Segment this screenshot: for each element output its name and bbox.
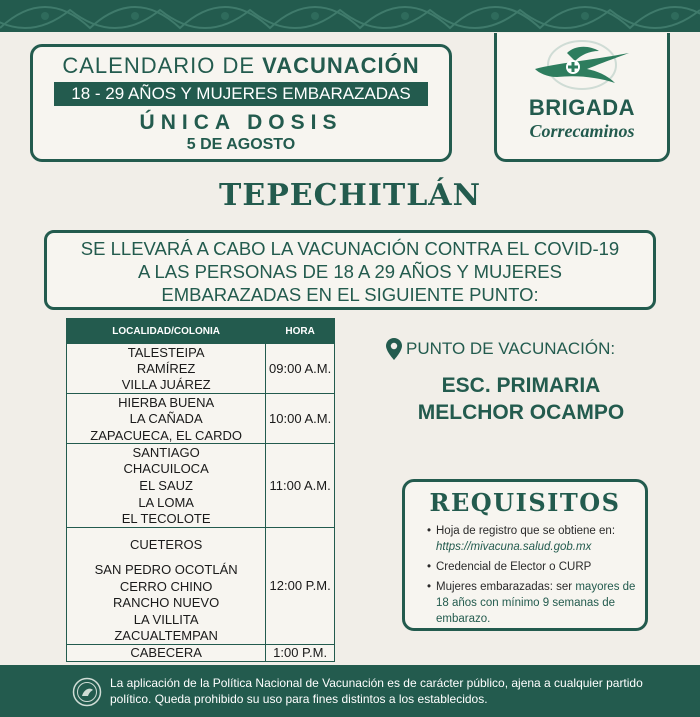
locality-cell: CERRO CHINO: [67, 578, 266, 595]
locality-cell: RAMÍREZ: [67, 360, 266, 377]
hour-cell: 11:00 A.M.: [266, 444, 335, 527]
locality-cell: LA LOMA: [67, 494, 266, 511]
table-row: [67, 394, 335, 411]
table-row: [67, 645, 335, 662]
locality-cell: ZAPACUECA, EL CARDO: [67, 427, 266, 444]
table-row: [67, 344, 335, 361]
calendar-title-plain: CALENDARIO DE: [62, 53, 263, 78]
requirement-text: Mujeres embarazadas: ser: [436, 581, 576, 593]
map-pin-icon: [386, 338, 402, 360]
requirements-title: REQUISITOS: [429, 488, 621, 517]
requirement-text: Hoja de registro que se obtiene en:: [436, 525, 616, 537]
locality-cell: CUETEROS: [67, 527, 266, 561]
calendar-header-box: [30, 44, 452, 162]
vaccination-point-label-row: [386, 338, 676, 360]
vaccination-point-name: [366, 372, 676, 426]
calendar-title-bold: VACUNACIÓN: [262, 53, 420, 78]
top-decorative-band: [0, 0, 700, 32]
announcement-line: EMBARAZADAS EN EL SIGUIENTE PUNTO:: [161, 284, 539, 305]
locality-cell: CABECERA: [67, 645, 266, 662]
locality-cell: EL SAUZ: [67, 477, 266, 494]
column-header-locality: LOCALIDAD/COLONIA: [67, 319, 266, 344]
hour-cell: 1:00 P.M.: [266, 645, 335, 662]
vaccination-point: [386, 338, 676, 426]
registration-link[interactable]: https://mivacuna.salud.gob.mx: [436, 541, 592, 553]
hour-cell: 12:00 P.M.: [266, 527, 335, 644]
dose-label: ÚNICA DOSIS: [139, 111, 343, 134]
locality-cell: EL TECOLOTE: [67, 510, 266, 527]
requirements-box: [402, 479, 648, 631]
brigada-subname: Correcaminos: [529, 121, 635, 141]
locality-cell: CHACUILOCA: [67, 460, 266, 477]
announcement-box: [44, 230, 656, 310]
vaccination-point-name-line1: ESC. PRIMARIA: [441, 374, 601, 397]
locality-cell: LA CAÑADA: [67, 410, 266, 427]
table-header-row: [67, 319, 335, 344]
calendar-subtitle: 18 - 29 AÑOS Y MUJERES EMBARAZADAS: [54, 82, 428, 106]
table-row: [67, 527, 335, 561]
vaccination-date: 5 DE AGOSTO: [186, 136, 296, 153]
list-item: [427, 579, 645, 627]
brigada-name: BRIGADA: [528, 95, 636, 120]
list-item: [427, 559, 645, 575]
locality-cell: SANTIAGO: [67, 444, 266, 461]
calendar-title: [33, 53, 449, 79]
mexico-seal-icon: [72, 677, 102, 711]
locality-cell: TALESTEIPA: [67, 344, 266, 361]
requirement-text: Credencial de Elector o CURP: [436, 561, 592, 573]
hour-cell: 10:00 A.M.: [266, 394, 335, 444]
locality-cell: HIERBA BUENA: [67, 394, 266, 411]
footer-bar: [0, 665, 700, 717]
schedule-table: [66, 318, 335, 662]
footer-disclaimer: La aplicación de la Política Nacional de Vacunación es de carácter público, ajena a cualquier partido político. Queda prohibido su uso para fines distintos a los establecidos.: [110, 676, 643, 706]
locality-cell: ZACUALTEMPAN: [67, 628, 266, 645]
vaccination-point-name-line2: MELCHOR OCAMPO: [417, 401, 625, 424]
locality-cell: LA VILLITA: [67, 611, 266, 628]
requirement-highlight: mayores de 18 años con mínimo 9 semanas de embarazo.: [436, 581, 636, 625]
announcement-line: SE LLEVARÁ A CABO LA VACUNACIÓN CONTRA EL COVID-19: [80, 238, 620, 259]
locality-cell: SAN PEDRO OCOTLÁN: [67, 561, 266, 578]
hour-cell: 09:00 A.M.: [266, 344, 335, 394]
list-item: [427, 523, 645, 555]
municipality-title: TEPECHITLÁN: [219, 178, 481, 213]
column-header-hour: HORA: [266, 319, 335, 344]
brigada-logo-box: [494, 33, 670, 162]
locality-cell: VILLA JUÁREZ: [67, 377, 266, 394]
locality-cell: RANCHO NUEVO: [67, 594, 266, 611]
vaccination-point-label: PUNTO DE VACUNACIÓN:: [406, 339, 616, 358]
roadrunner-logo-icon: [497, 39, 667, 95]
ornament-pattern-icon: [0, 0, 700, 32]
announcement-line: A LAS PERSONAS DE 18 A 29 AÑOS Y MUJERES: [138, 261, 562, 282]
table-row: [67, 444, 335, 461]
requirements-list: [427, 523, 645, 627]
